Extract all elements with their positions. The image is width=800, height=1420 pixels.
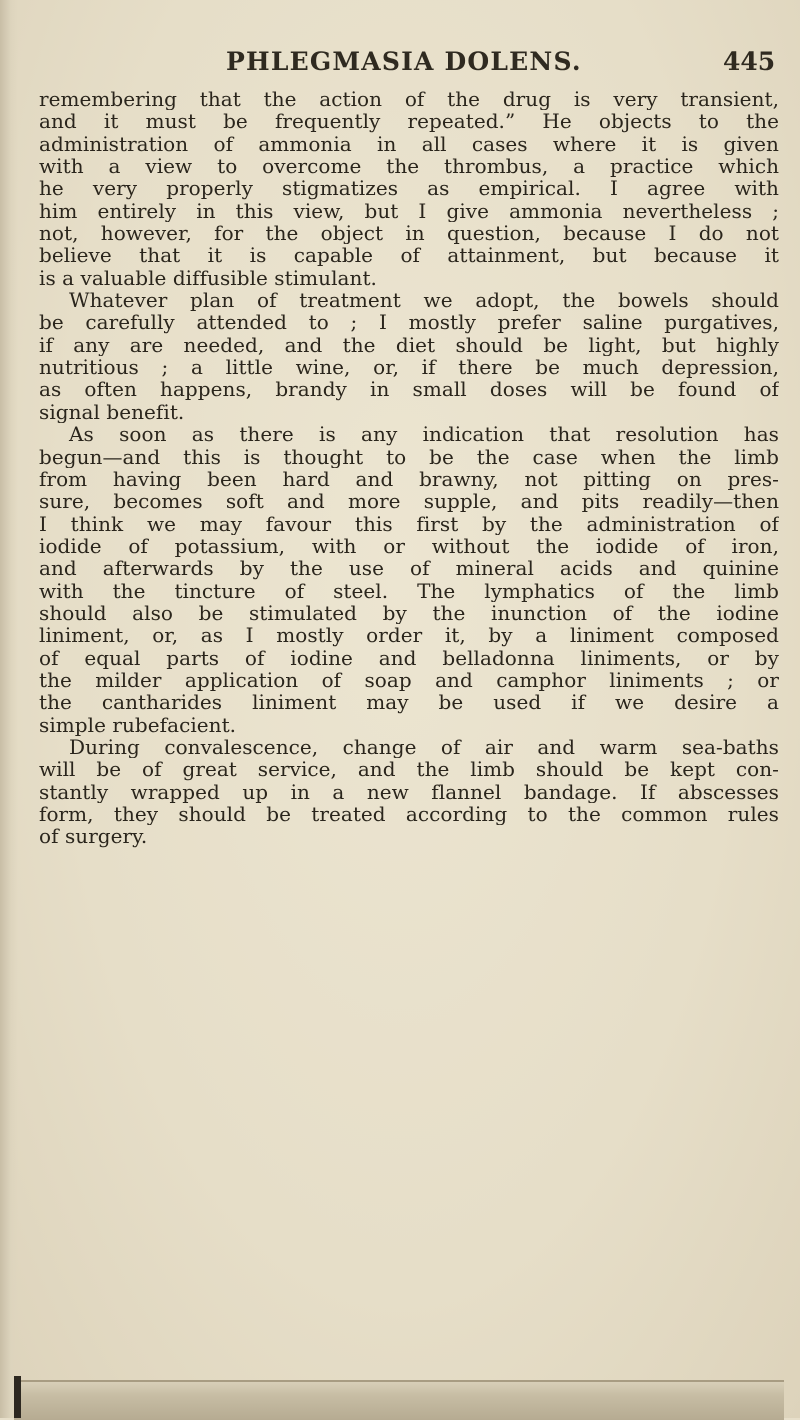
page-number: 445	[723, 47, 776, 76]
text-line: be carefully attended to ; I mostly prefer saline purgatives,	[39, 311, 779, 334]
text-line: and afterwards by the use of mineral acids and quinine	[39, 557, 779, 580]
text-line: simple rubefacient.	[39, 713, 237, 736]
text-line: should also be stimulated by the inunction of the iodine	[39, 601, 779, 625]
text-line: stantly wrapped up in a new flannel bandage. If abscesses	[39, 780, 779, 803]
text-line: sure, becomes soft and more supple, and pits readily—then	[39, 490, 779, 513]
text-line: of surgery.	[39, 825, 148, 848]
text-line: is a valuable diffusible stimulant.	[39, 266, 377, 290]
text-line: During convalescence, change of air and warm sea-baths	[69, 735, 779, 759]
text-line: liniment, or, as I mostly order it, by a liniment composed	[39, 624, 779, 647]
text-line: with the tincture of steel. The lymphatics of the limb	[39, 579, 779, 602]
text-line: him entirely in this view, but I give ammonia nevertheless ;	[39, 199, 779, 223]
text-line: iodide of potassium, with or without the iodide of iron,	[39, 534, 779, 558]
page-bottom-edge	[14, 1380, 784, 1420]
running-title: PHLEGMASIA DOLENS.	[226, 47, 582, 76]
text-line: with a view to overcome the thrombus, a practice which	[39, 155, 779, 178]
text-line: I think we may favour this first by the administration of	[39, 512, 779, 535]
text-line: from having been hard and brawny, not pitting on pres-	[39, 467, 779, 491]
text-line: believe that it is capable of attainment, but because it	[39, 244, 779, 267]
text-line: of equal parts of iodine and belladonna liniments, or by	[39, 646, 779, 669]
text-line: Whatever plan of treatment we adopt, the bowels should	[69, 289, 779, 312]
page-header	[0, 47, 800, 79]
text-line: administration of ammonia in all cases where it is given	[39, 132, 779, 156]
text-line: remembering that the action of the drug is very transient,	[39, 88, 779, 111]
text-line: nutritious ; a little wine, or, if there be much depression,	[39, 356, 779, 379]
text-line: as often happens, brandy in small doses will be found of	[39, 378, 779, 401]
binding-mark	[14, 1376, 21, 1418]
text-line: the cantharides liniment may be used if we desire a	[39, 691, 779, 714]
page-gutter-shadow	[0, 0, 18, 1418]
text-line: the milder application of soap and camphor liniments ; or	[39, 668, 779, 692]
text-line: form, they should be treated according to the common rules	[39, 803, 779, 826]
body-text	[39, 88, 779, 848]
text-line: not, however, for the object in question, because I do not	[39, 222, 779, 245]
text-line: begun—and this is thought to be the case when the limb	[39, 445, 779, 468]
text-line: he very properly stigmatizes as empirical. I agree with	[39, 177, 779, 200]
text-line: and it must be frequently repeated.” He objects to the	[39, 110, 779, 133]
text-line: As soon as there is any indication that resolution has	[69, 423, 779, 446]
text-line: will be of great service, and the limb should be kept con-	[39, 758, 779, 781]
text-line: if any are needed, and the diet should be light, but highly	[39, 333, 779, 357]
text-line: signal benefit.	[39, 400, 185, 424]
